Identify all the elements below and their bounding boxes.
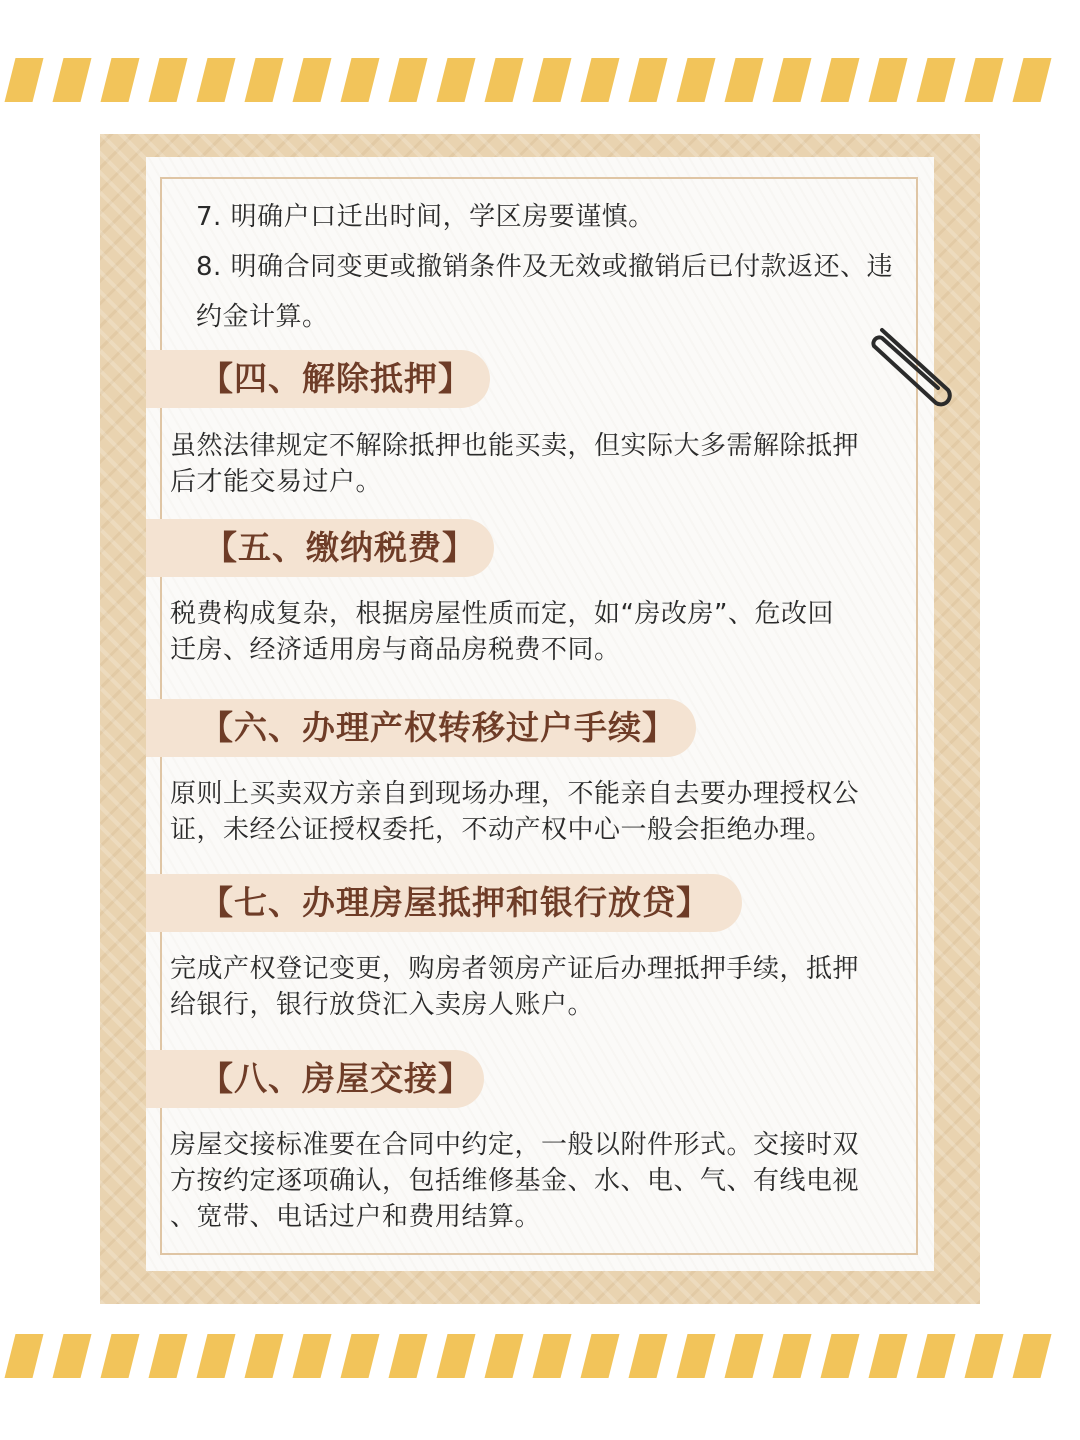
top-stripe-band [0,58,1080,102]
intro-item-8: 8. 明确合同变更或撤销条件及无效或撤销后已付款返还、违 [196,252,894,282]
section-heading-release-mortgage: 【四、解除抵押】 [200,359,472,398]
section-heading-mortgage-loan: 【七、办理房屋抵押和银行放贷】 [200,883,710,922]
section-heading-handover: 【八、房屋交接】 [200,1059,472,1098]
section-body-line: 证，未经公证授权委托，不动产权中心一般会拒绝办理。 [170,815,833,845]
bottom-stripe-band [0,1334,1080,1378]
section-heading-transfer-title: 【六、办理产权转移过户手续】 [200,708,676,747]
section-body [170,1127,905,1235]
section-body-line: 税费构成复杂，根据房屋性质而定，如“房改房”、危改回 [170,599,834,629]
section-body-line: 虽然法律规定不解除抵押也能买卖，但实际大多需解除抵押 [170,431,860,461]
section-body-line: 给银行，银行放贷汇入卖房人账户。 [170,990,595,1020]
section-body [170,951,905,1023]
section-body-line: 房屋交接标准要在合同中约定，一般以附件形式。交接时双 [170,1130,860,1160]
section-heading-pay-taxes: 【五、缴纳税费】 [204,528,476,567]
section-body-line: 方按约定逐项确认，包括维修基金、水、电、气、有线电视 [170,1166,860,1196]
section-body [170,776,905,848]
section-body [170,596,905,668]
section-body-line: 原则上买卖双方亲自到现场办理，不能亲自去要办理授权公 [170,779,860,809]
section-body [170,428,905,500]
section-body-line: 完成产权登记变更，购房者领房产证后办理抵押手续，抵押 [170,954,860,984]
intro-item-7: 7. 明确户口迁出时间，学区房要谨慎。 [196,202,655,232]
intro-item-8-continued: 约金计算。 [196,302,329,332]
paperclip-icon [860,322,960,422]
section-body-line: 、宽带、电话过户和费用结算。 [170,1202,542,1232]
section-body-line: 迁房、经济适用房与商品房税费不同。 [170,635,621,665]
section-body-line: 后才能交易过户。 [170,467,383,497]
